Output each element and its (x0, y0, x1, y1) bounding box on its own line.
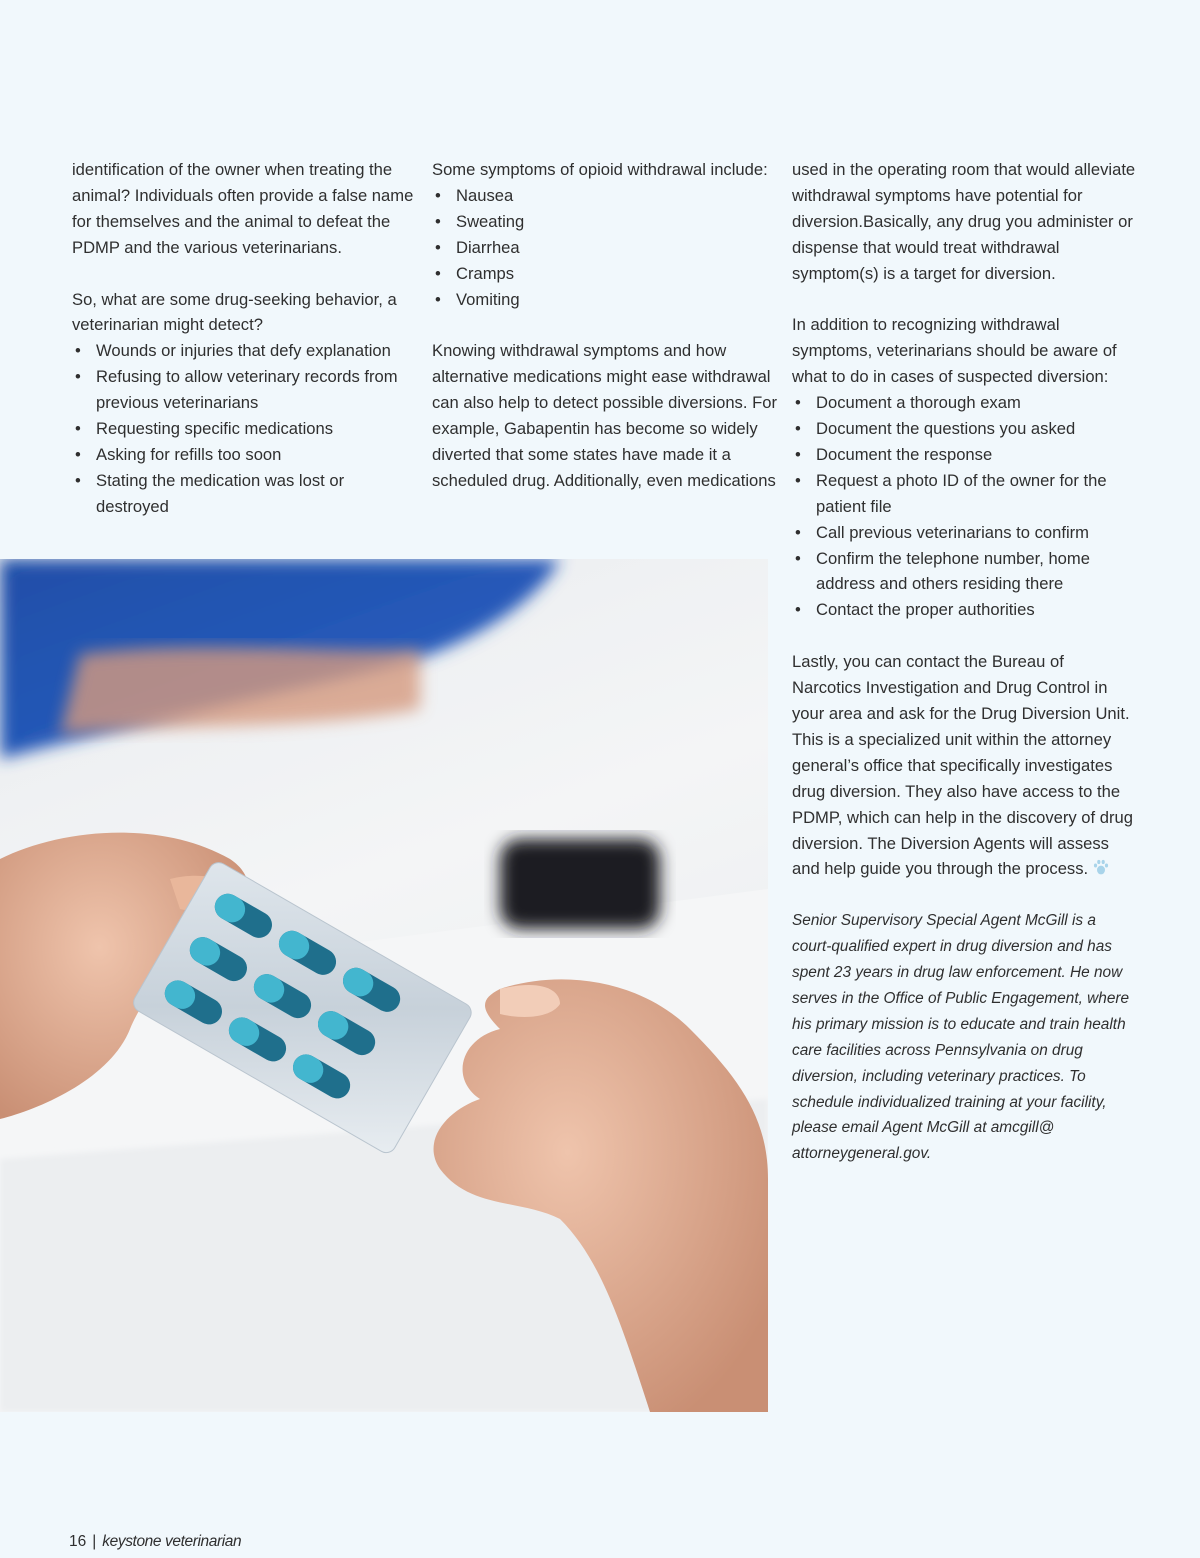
list-item: • Requesting specific medications (72, 416, 417, 442)
list-item: • Document the questions you asked (792, 416, 1137, 442)
list-item: • Document the response (792, 442, 1137, 468)
list-item: • Cramps (432, 261, 777, 287)
column-2 (432, 157, 777, 494)
list-item: • Asking for refills too soon (72, 442, 417, 468)
footer-separator: | (92, 1533, 97, 1550)
paragraph: Some symptoms of opioid withdrawal include: (432, 160, 768, 179)
list-item: • Stating the medication was lost or destroyed (72, 468, 417, 520)
list-item: • Vomiting (432, 287, 777, 313)
publication-name: keystone veterinarian (102, 1533, 242, 1550)
photo-hands-passing-pill-blister (0, 559, 768, 1412)
list-item: • Refusing to allow veterinary records from previous veterinarians (72, 364, 417, 416)
paragraph: In addition to recognizing withdrawal symptoms, veterinarians should be aware of what to do in cases of suspected diversion: (792, 315, 1117, 387)
paragraph (792, 649, 1137, 882)
paragraph: So, what are some drug-seeking behavior, a veterinarian might detect? (72, 289, 397, 335)
list-item: • Document a thorough exam (792, 390, 1137, 416)
list-item: • Wounds or injuries that defy explanation (72, 338, 417, 364)
column-3 (792, 157, 1137, 1167)
list-item: • Sweating (432, 209, 777, 235)
list-item: • Nausea (432, 183, 777, 209)
paw-print-icon (1092, 858, 1110, 876)
bullet-list (72, 338, 417, 519)
column-1 (72, 157, 417, 520)
list-item: • Confirm the telephone number, home address and others residing there (792, 546, 1137, 598)
paragraph: Knowing withdrawal symptoms and how alternative medications might ease withdrawal can also help to detect possible diversions. For example, Gabapentin has become so widely diverted that some states have made it a scheduled drug. Additionally, even medications (432, 341, 777, 490)
bullet-list (432, 183, 777, 313)
list-item: • Diarrhea (432, 235, 777, 261)
page-number: 16 (69, 1533, 87, 1550)
paragraph: used in the operating room that would alleviate withdrawal symptoms have potential for diversion.Basically, any drug you administer or dispense that would treat withdrawal symptom(s) is a target for diversion. (792, 160, 1136, 283)
paragraph-text: Lastly, you can contact the Bureau of Narcotics Investigation and Drug Control in your area and ask for the Drug Diversion Unit. This is a specialized unit within the attorney general’s office that specifically investigates drug diversion. They also have access to the PDMP, which can help in the discovery of drug diversion. The Diversion Agents will assess and help guide you through the process. (792, 652, 1133, 879)
list-item: • Contact the proper authorities (792, 597, 1137, 623)
list-item: • Call previous veterinarians to confirm (792, 520, 1137, 546)
paragraph: identification of the owner when treating the animal? Individuals often provide a false name for themselves and the animal to defeat the PDMP and the various veterinarians. (72, 160, 414, 257)
bullet-list (792, 390, 1137, 623)
author-bio: Senior Supervisory Special Agent McGill is a court-qualified expert in drug diversion and has spent 23 years in drug law enforcement. He now serves in the Office of Public Engagement, where his primary mission is to educate and train health care facilities across Pennsylvania on drug diversion, including veterinary practices. To schedule individualized training at your facility, please email Agent McGill at amcgill@ attorneygeneral.gov. (792, 912, 1130, 1163)
list-item: • Request a photo ID of the owner for the patient file (792, 468, 1137, 520)
page-footer (69, 1533, 241, 1551)
